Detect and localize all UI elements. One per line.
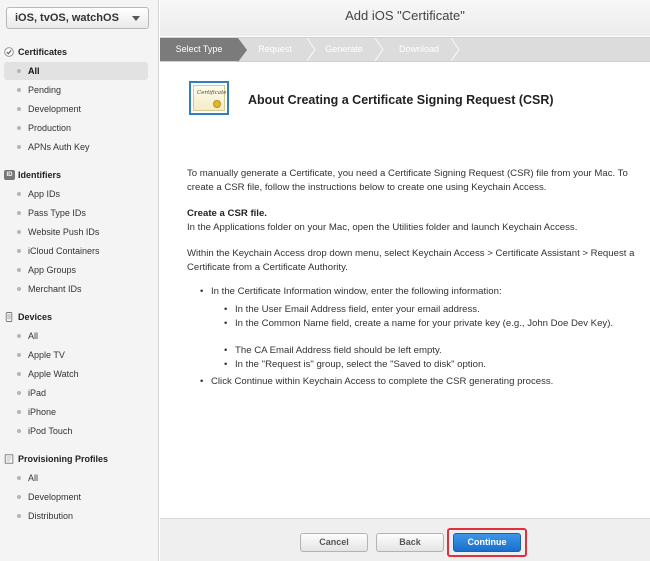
platform-select-label: iOS, tvOS, watchOS: [15, 12, 119, 24]
certificate-check-icon: [4, 47, 14, 57]
section-provisioning-profiles[interactable]: [0, 450, 159, 468]
sidebar-item-profiles-distribution[interactable]: [4, 507, 148, 525]
sidebar: [0, 0, 159, 561]
bullet-click-continue: • Click Continue within Keychain Access to complete the CSR generating process.: [211, 375, 631, 389]
sidebar-item-label: iCloud Containers: [28, 246, 100, 256]
bullet-dot-icon: [17, 69, 21, 73]
sidebar-item-merchant-ids[interactable]: [4, 280, 148, 298]
bullet-dot-icon: [17, 145, 21, 149]
sidebar-item-app-groups[interactable]: [4, 261, 148, 279]
sidebar-item-production[interactable]: [4, 119, 148, 137]
sub-bullet-request-is: • In the "Request is" group, select the "Saved to disk" option.: [235, 358, 630, 372]
chevron-down-icon: [132, 16, 140, 21]
sidebar-item-label: Website Push IDs: [28, 227, 100, 237]
step-separator-icon: [450, 38, 460, 61]
sidebar-item-label: Merchant IDs: [28, 284, 82, 294]
sidebar-item-label: All: [28, 473, 39, 483]
bullet-dot-icon: [17, 268, 21, 272]
bullet-dot-icon: [17, 410, 21, 414]
sidebar-item-devices-all[interactable]: [4, 327, 148, 345]
sidebar-item-label: Production: [28, 123, 72, 133]
platform-select[interactable]: [6, 7, 149, 29]
sidebar-item-label: APNs Auth Key: [28, 142, 90, 152]
bullet-dot-icon: [17, 391, 21, 395]
bullet-dot-icon: [17, 230, 21, 234]
sidebar-item-label: All: [28, 66, 40, 76]
step-download: Download: [398, 44, 440, 54]
sidebar-item-iphone[interactable]: [4, 403, 148, 421]
section-certificates[interactable]: [0, 43, 159, 61]
sidebar-item-apple-watch[interactable]: [4, 365, 148, 383]
bullet-dot-icon: [17, 372, 21, 376]
sidebar-item-certificates-all[interactable]: [4, 62, 148, 80]
sidebar-item-pending[interactable]: [4, 81, 148, 99]
step-2-text: Within the Keychain Access drop down menu, select Keychain Access > Certificate Assistant > Request a Certificate from a Certificate Authority.: [187, 248, 635, 273]
sidebar-item-label: App Groups: [28, 265, 77, 275]
create-csr-subhead: Create a CSR file.: [187, 208, 267, 219]
sidebar-item-icloud-containers[interactable]: [4, 242, 148, 260]
certificate-paper: [193, 85, 225, 111]
section-heading: About Creating a Certificate Signing Request (CSR): [248, 93, 554, 107]
sidebar-item-label: iPod Touch: [28, 426, 73, 436]
step-request: Request: [258, 44, 292, 54]
section-identifiers-title: Identifiers: [18, 170, 62, 180]
sub-bullet-common-name: • In the Common Name field, create a name for your private key (e.g., John Doe Dev Key).: [235, 317, 630, 331]
bullet-dot-icon: [17, 88, 21, 92]
bullet-dot-icon: [17, 126, 21, 130]
bullet-dot-icon: [17, 334, 21, 338]
bullet-dot-icon: [17, 211, 21, 215]
certificate-icon: [189, 81, 229, 115]
step-1-text: In the Applications folder on your Mac, open the Utilities folder and launch Keychain Access.: [187, 222, 578, 233]
device-icon: [4, 312, 14, 322]
profile-document-icon: [4, 454, 14, 464]
page-title: Add iOS "Certificate": [160, 0, 650, 36]
sidebar-item-profiles-development[interactable]: [4, 488, 148, 506]
sidebar-item-label: Apple Watch: [28, 369, 79, 379]
bullet-dot-icon: [17, 514, 21, 518]
sidebar-item-label: Apple TV: [28, 350, 65, 360]
sidebar-item-website-push-ids[interactable]: [4, 223, 148, 241]
section-devices[interactable]: [0, 308, 159, 326]
step-generate: Generate: [325, 44, 363, 54]
bullet-dot-icon: [17, 495, 21, 499]
sidebar-item-profiles-all[interactable]: [4, 469, 148, 487]
bullet-dot-icon: [17, 192, 21, 196]
sidebar-item-label: App IDs: [28, 189, 61, 199]
sidebar-item-label: Pending: [28, 85, 62, 95]
sidebar-item-app-ids[interactable]: [4, 185, 148, 203]
bullet-dot-icon: [17, 287, 21, 291]
bullet-certificate-info: • In the Certificate Information window, enter the following information:: [211, 285, 631, 299]
sidebar-item-label: All: [28, 331, 39, 341]
sidebar-item-label: iPad: [28, 388, 47, 398]
bullet-dot-icon: [17, 429, 21, 433]
section-profiles-title: Provisioning Profiles: [18, 454, 109, 464]
sidebar-item-label: Distribution: [28, 511, 74, 521]
sidebar-item-apple-tv[interactable]: [4, 346, 148, 364]
sidebar-item-label: iPhone: [28, 407, 57, 417]
sidebar-item-development[interactable]: [4, 100, 148, 118]
sidebar-item-label: Pass Type IDs: [28, 208, 86, 218]
sidebar-item-label: Development: [28, 104, 82, 114]
bullet-dot-icon: [17, 353, 21, 357]
bullet-dot-icon: [17, 476, 21, 480]
cancel-button[interactable]: Cancel: [300, 533, 368, 552]
intro-paragraph: To manually generate a Certificate, you need a Certificate Signing Request (CSR) file from your Mac. To create a CSR file, follow the instructions below to create one using Keychain Access.: [187, 168, 628, 193]
certificate-word: Certificate: [197, 90, 227, 96]
sidebar-item-pass-type-ids[interactable]: [4, 204, 148, 222]
section-identifiers[interactable]: [0, 166, 159, 184]
footer-bar: [160, 518, 650, 561]
main-panel: [160, 0, 650, 561]
wizard-steps: [160, 37, 650, 62]
sidebar-item-ipod-touch[interactable]: [4, 422, 148, 440]
sidebar-item-apns-auth-key[interactable]: [4, 138, 148, 156]
bullet-dot-icon: [17, 249, 21, 253]
id-badge-icon: ID: [4, 170, 15, 180]
bullet-dot-icon: [17, 107, 21, 111]
sub-bullet-ca-email: • The CA Email Address field should be left empty.: [235, 344, 630, 358]
sub-bullet-email: • In the User Email Address field, enter your email address.: [235, 303, 630, 317]
sidebar-item-ipad[interactable]: [4, 384, 148, 402]
section-certificates-title: Certificates: [18, 47, 68, 57]
step-select-type: Select Type: [160, 38, 238, 61]
certificate-seal-icon: [213, 100, 221, 108]
sidebar-item-label: Development: [28, 492, 82, 502]
continue-button[interactable]: Continue: [453, 533, 521, 552]
content-area: [160, 63, 650, 518]
back-button[interactable]: Back: [376, 533, 444, 552]
section-devices-title: Devices: [18, 312, 53, 322]
